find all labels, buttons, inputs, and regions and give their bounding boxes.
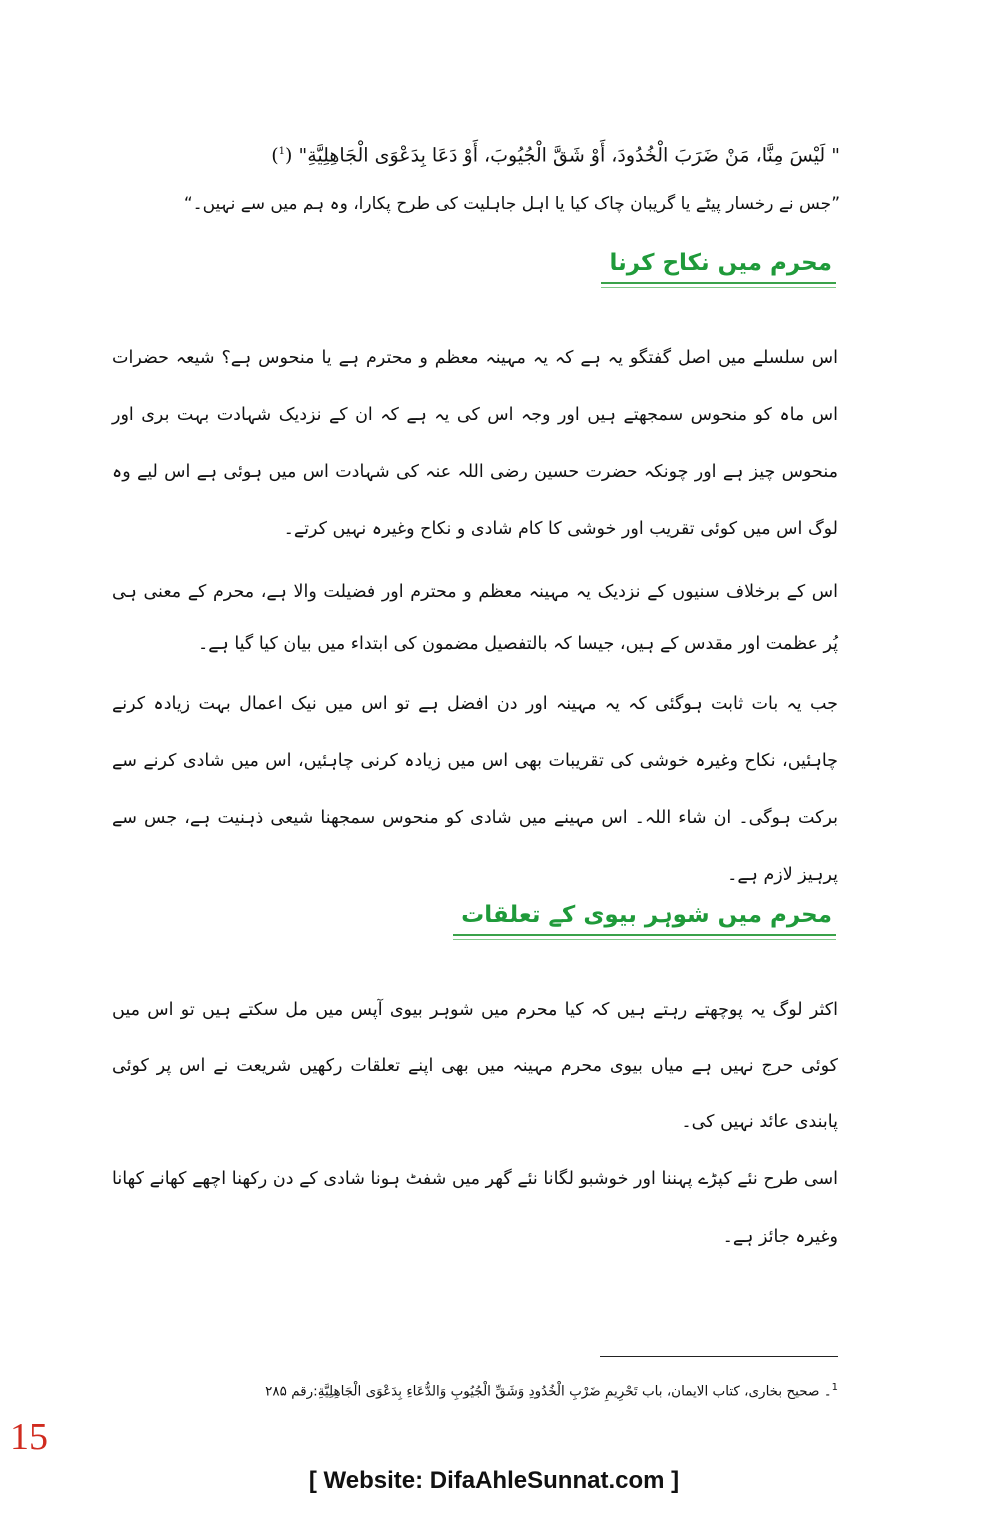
footnote-number: 1	[831, 1382, 838, 1393]
hadith-quote-arabic	[110, 138, 840, 169]
paragraph: اس کے برخلاف سنیوں کے نزدیک یہ مہینہ معظم و محترم اور فضیلت والا ہے، محرم کے معنی ہی پُر عظمت اور مقدس کے ہیں، جیسا کہ بالتفصیل مضمون کی ابتداء میں بیان کیا گیا ہے۔	[112, 582, 838, 654]
footnote	[220, 1378, 838, 1402]
hadith-arabic-close: )	[271, 144, 279, 167]
page-number: 15	[10, 1416, 48, 1458]
paragraph: جب یہ بات ثابت ہوگئی کہ یہ مہینہ اور دن افضل ہے تو اس میں نیک اعمال بہت زیادہ کرنے چاہئیں، نکاح وغیرہ خوشی کی تقریبات بھی اس میں زیادہ کرنی چاہئیں، اس میں شادی کرنے سے برکت ہوگی۔ ان شاء اللہ۔ اس مہینے میں شادی کو منحوس سمجھنا شیعی ذہنیت ہے، جس سے پرہیز لازم ہے۔	[112, 694, 838, 885]
section-heading-spousal-relations: محرم میں شوہر بیوی کے تعلقات	[453, 902, 836, 936]
hadith-arabic-text: " لَيْسَ مِنَّا، مَنْ ضَرَبَ الْخُدُودَ، أَوْ شَقَّ الْجُيُوبَ، أَوْ دَعَا بِدَعْوَى الْجَاهِلِيَّةِ" (	[285, 144, 840, 167]
website-footer: [ Website: DifaAhleSunnat.com ]	[308, 1467, 680, 1494]
paragraph: اکثر لوگ یہ پوچھتے رہتے ہیں کہ کیا محرم میں شوہر بیوی آپس میں مل سکتے ہیں تو اس میں کوئی حرج نہیں ہے میاں بیوی محرم مہینہ میں بھی اپنے تعلقات رکھیں شریعت نے اس پر کوئی پابندی عائد نہیں کی۔	[112, 1000, 838, 1132]
footnote-divider	[600, 1356, 838, 1357]
section-heading-marriage-in-muharram: محرم میں نکاح کرنا	[601, 250, 836, 284]
hadith-translation: ”جس نے رخسار پیٹے یا گریبان چاک کیا یا اہل جاہلیت کی طرح پکارا، وہ ہم میں سے نہیں۔“	[183, 194, 840, 214]
footnote-reference[interactable]: 1	[278, 146, 285, 157]
footnote-text: ۔ صحیح بخاری، کتاب الایمان، باب تَحْرِيمِ ضَرْبِ الْخُدُودِ وَشَقِّ الْجُيُوبِ وَالدُّعَاءِ بِدَعْوَى الْجَاهِلِيَّةِ:رقم ۲۸۵	[265, 1383, 832, 1400]
paragraph: اسی طرح نئے کپڑے پہننا اور خوشبو لگانا نئے گھر میں شفٹ ہونا شادی کے دن رکھنا اچھے کھانے کھانا وغیرہ جائز ہے۔	[112, 1169, 838, 1247]
paragraph: اس سلسلے میں اصل گفتگو یہ ہے کہ یہ مہینہ معظم و محترم ہے یا منحوس ہے؟ شیعہ حضرات اس ماہ کو منحوس سمجھتے ہیں اور وجہ اس کی یہ ہے کہ ان کے نزدیک شہادت بہت بری اور منحوس چیز ہے اور چونکہ حضرت حسین رضی اللہ عنہ کی شہادت اس میں ہوئی ہے اس لیے وہ لوگ اس میں کوئی تقریب اور خوشی کا کام شادی و نکاح وغیرہ نہیں کرتے۔	[112, 348, 838, 539]
